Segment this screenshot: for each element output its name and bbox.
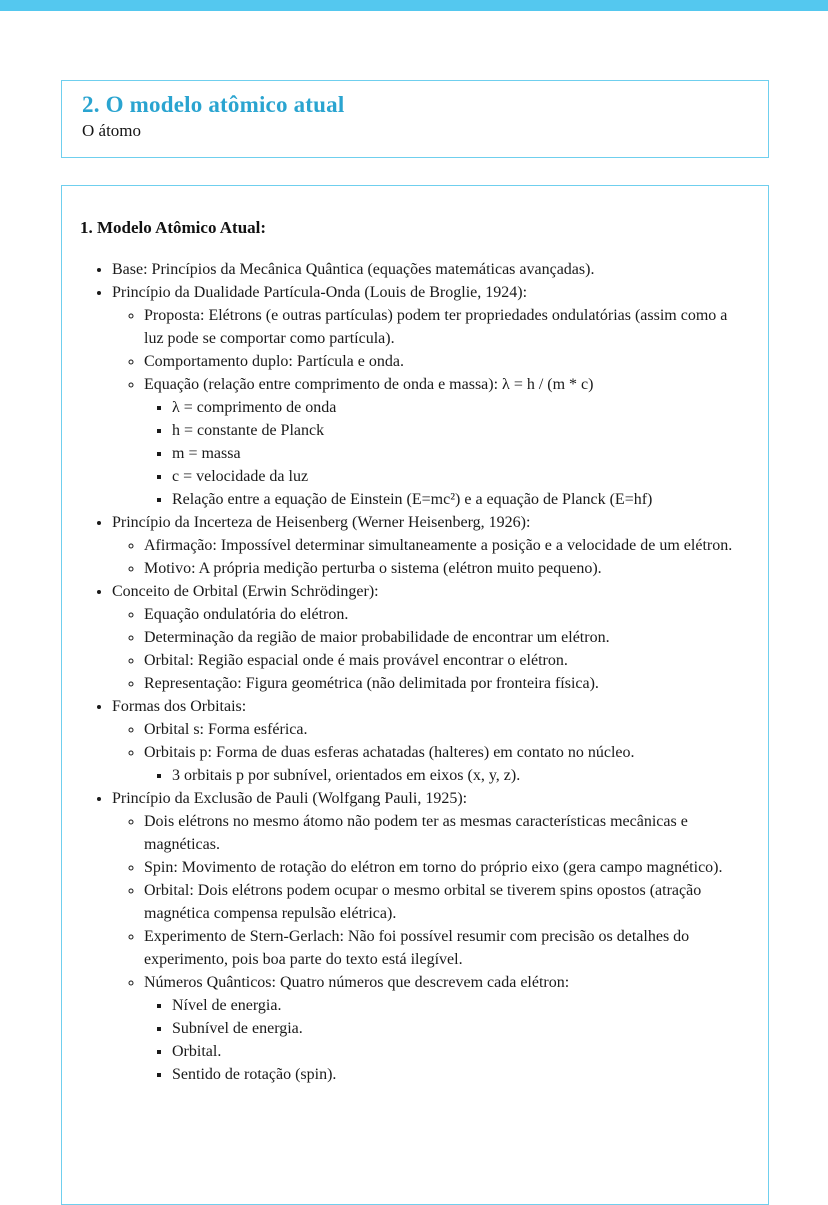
list-item bbox=[144, 741, 744, 787]
list-item bbox=[172, 465, 744, 488]
list-item bbox=[144, 925, 744, 971]
list-item bbox=[112, 281, 744, 511]
page-title: 2. O modelo atômico atual bbox=[82, 92, 345, 117]
list-item-text: Subnível de energia. bbox=[172, 1020, 303, 1037]
list-item bbox=[144, 304, 744, 350]
list-item bbox=[144, 672, 744, 695]
list-item-text: Orbital. bbox=[172, 1043, 222, 1060]
list-item-text: Spin: Movimento de rotação do elétron em torno do próprio eixo (gera campo magnético). bbox=[144, 859, 723, 876]
list-item-text: Motivo: A própria medição perturba o sistema (elétron muito pequeno). bbox=[144, 560, 602, 577]
list-item bbox=[144, 810, 744, 856]
list-item bbox=[144, 557, 744, 580]
list-item-text: Proposta: Elétrons (e outras partículas) podem ter propriedades ondulatórias (assim como a luz pode se comportar como partícula). bbox=[144, 307, 728, 347]
list-item-text: 3 orbitais p por subnível, orientados em eixos (x, y, z). bbox=[172, 767, 521, 784]
sub-list bbox=[112, 810, 744, 1086]
list-item-text: Determinação da região de maior probabilidade de encontrar um elétron. bbox=[144, 629, 610, 646]
list-item-text: Dois elétrons no mesmo átomo não podem ter as mesmas características mecânicas e magnéticas. bbox=[144, 813, 688, 853]
list-item-text: Orbital: Dois elétrons podem ocupar o mesmo orbital se tiverem spins opostos (atração magnética compensa repulsão elétrica). bbox=[144, 882, 702, 922]
list-item bbox=[112, 258, 744, 281]
list-item bbox=[112, 580, 744, 695]
list-item bbox=[144, 373, 744, 511]
outline-list bbox=[80, 258, 744, 1086]
list-item-text: m = massa bbox=[172, 445, 241, 462]
list-item-text: Relação entre a equação de Einstein (E=mc²) e a equação de Planck (E=hf) bbox=[172, 491, 653, 508]
sub-sub-list bbox=[144, 396, 744, 511]
list-item-text: Formas dos Orbitais: bbox=[112, 698, 247, 715]
list-item bbox=[144, 626, 744, 649]
list-item bbox=[172, 442, 744, 465]
list-item-text: Experimento de Stern-Gerlach: Não foi possível resumir com precisão os detalhes do experimento, pois boa parte do texto está ilegível. bbox=[144, 928, 690, 968]
section-heading: 1. Modelo Atômico Atual: bbox=[80, 218, 267, 237]
list-item-text: Afirmação: Impossível determinar simultaneamente a posição e a velocidade de um elétron. bbox=[144, 537, 733, 554]
list-item-text: Nível de energia. bbox=[172, 997, 282, 1014]
list-item-text: Orbital: Região espacial onde é mais provável encontrar o elétron. bbox=[144, 652, 568, 669]
sub-sub-list bbox=[144, 994, 744, 1086]
list-item bbox=[172, 1040, 744, 1063]
sub-list bbox=[112, 603, 744, 695]
list-item-text: Princípio da Exclusão de Pauli (Wolfgang Pauli, 1925): bbox=[112, 790, 468, 807]
list-item bbox=[144, 534, 744, 557]
list-item-text: h = constante de Planck bbox=[172, 422, 325, 439]
list-item bbox=[144, 603, 744, 626]
list-item bbox=[172, 396, 744, 419]
sub-list bbox=[112, 304, 744, 511]
list-item-text: Representação: Figura geométrica (não delimitada por fronteira física). bbox=[144, 675, 599, 692]
list-item bbox=[144, 856, 744, 879]
list-item bbox=[144, 649, 744, 672]
list-item-text: Orbitais p: Forma de duas esferas achatadas (halteres) em contato no núcleo. bbox=[144, 744, 635, 761]
list-item bbox=[112, 787, 744, 1086]
list-item-text: Equação ondulatória do elétron. bbox=[144, 606, 349, 623]
list-item-text: c = velocidade da luz bbox=[172, 468, 309, 485]
list-item bbox=[172, 764, 744, 787]
list-item bbox=[172, 1063, 744, 1086]
list-item-text: Conceito de Orbital (Erwin Schrödinger): bbox=[112, 583, 379, 600]
list-item-text: Princípio da Dualidade Partícula-Onda (Louis de Broglie, 1924): bbox=[112, 284, 528, 301]
title-box bbox=[61, 80, 769, 158]
sub-list bbox=[112, 718, 744, 787]
list-item bbox=[144, 718, 744, 741]
list-item-text: Orbital s: Forma esférica. bbox=[144, 721, 308, 738]
page-subtitle: O átomo bbox=[82, 121, 142, 140]
list-item bbox=[144, 350, 744, 373]
list-item bbox=[172, 994, 744, 1017]
list-item-text: Princípio da Incerteza de Heisenberg (Werner Heisenberg, 1926): bbox=[112, 514, 531, 531]
list-item bbox=[112, 695, 744, 787]
list-item bbox=[144, 879, 744, 925]
list-item bbox=[144, 971, 744, 1086]
sub-list bbox=[112, 534, 744, 580]
top-accent-bar bbox=[0, 0, 828, 11]
list-item bbox=[172, 488, 744, 511]
list-item-text: Comportamento duplo: Partícula e onda. bbox=[144, 353, 404, 370]
list-item bbox=[172, 1017, 744, 1040]
list-item bbox=[112, 511, 744, 580]
list-item-text: λ = comprimento de onda bbox=[172, 399, 337, 416]
sub-sub-list bbox=[144, 764, 744, 787]
list-item-text: Equação (relação entre comprimento de onda e massa): λ = h / (m * c) bbox=[144, 376, 594, 393]
content-box bbox=[61, 185, 769, 1205]
list-item bbox=[172, 419, 744, 442]
list-item-text: Sentido de rotação (spin). bbox=[172, 1066, 337, 1083]
list-item-text: Base: Princípios da Mecânica Quântica (equações matemáticas avançadas). bbox=[112, 261, 595, 278]
list-item-text: Números Quânticos: Quatro números que descrevem cada elétron: bbox=[144, 974, 570, 991]
